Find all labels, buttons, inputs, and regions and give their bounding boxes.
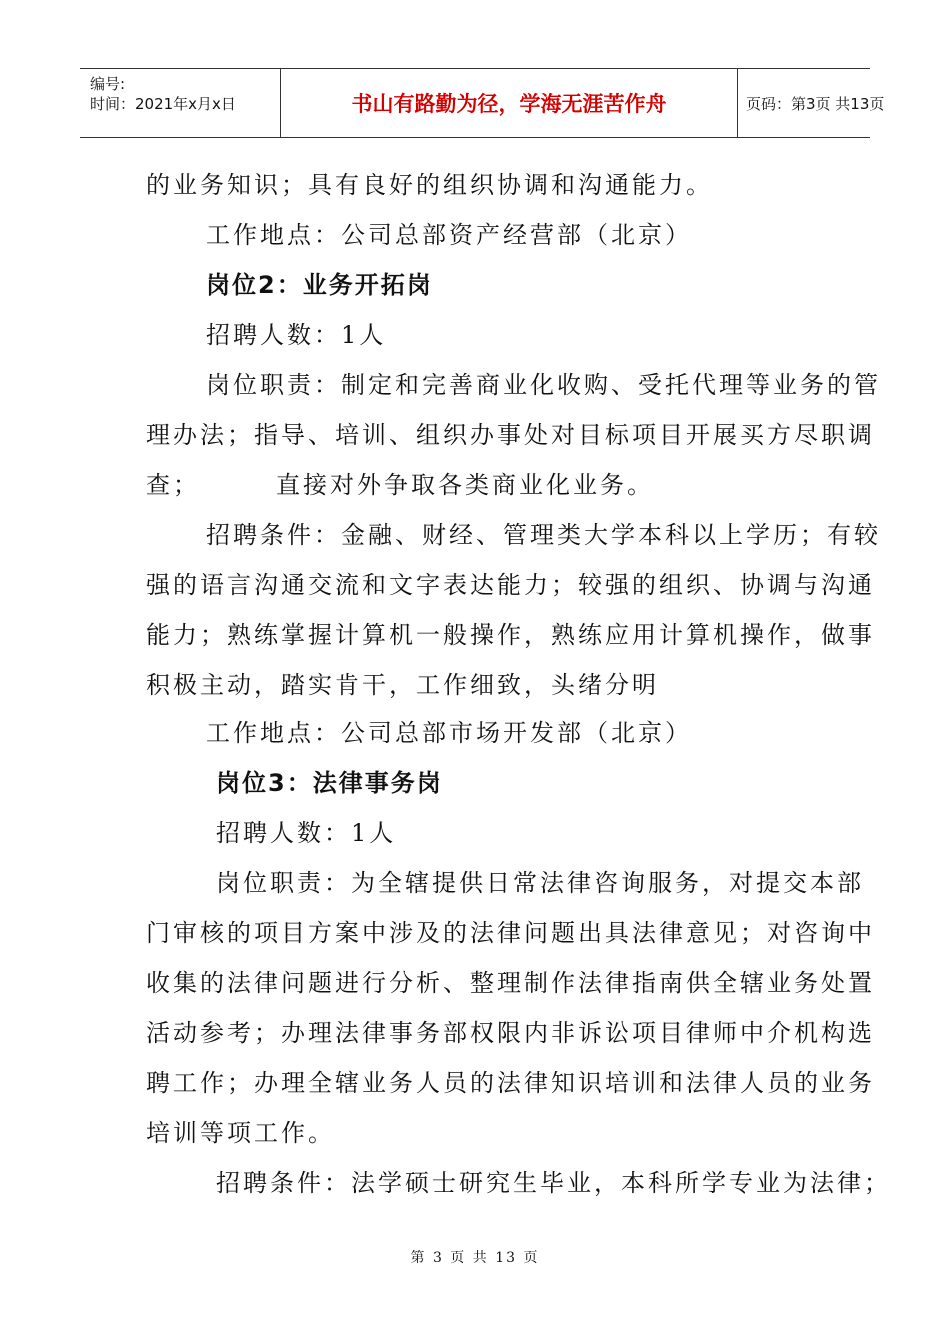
body-line: 工作地点：公司总部市场开发部（北京） xyxy=(206,719,692,747)
header-motto: 书山有路勤为径，学海无涯苦作舟 xyxy=(351,92,667,116)
body-line: 培训等项工作。 xyxy=(146,1119,335,1147)
body-line: 强的语言沟通交流和文字表达能力；较强的组织、协调与沟通 xyxy=(146,571,875,599)
body-line: 招聘人数：1人 xyxy=(216,819,397,847)
body-line: 招聘条件：法学硕士研究生毕业，本科所学专业为法律； xyxy=(216,1169,891,1197)
body-line: 能力；熟练掌握计算机一般操作，熟练应用计算机操作，做事 xyxy=(146,621,875,649)
page-footer: 第 3 页 共 13 页 xyxy=(410,1250,540,1266)
body-line: 招聘条件：金融、财经、管理类大学本科以上学历；有较 xyxy=(206,521,881,549)
body-line: 直接对外争取各类商业化业务。 xyxy=(276,471,654,499)
body-line: 积极主动，踏实肯干，工作细致，头绪分明 xyxy=(146,671,659,699)
body-line: 聘工作；办理全辖业务人员的法律知识培训和法律人员的业务 xyxy=(146,1069,875,1097)
section-heading: 岗位2：业务开拓岗 xyxy=(206,271,433,299)
section-heading: 岗位3：法律事务岗 xyxy=(216,769,443,797)
body-line: 活动参考；办理法律事务部权限内非诉讼项目律师中介机构选 xyxy=(146,1019,875,1047)
header-left-cell xyxy=(80,69,280,137)
header-motto-cell xyxy=(280,69,738,137)
header-page-label: 页码：第3页 共13页 xyxy=(746,94,885,113)
body-line: 岗位职责：为全辖提供日常法律咨询服务，对提交本部 xyxy=(216,869,864,897)
document-header xyxy=(80,68,885,138)
body-line: 的业务知识；具有良好的组织协调和沟通能力。 xyxy=(146,171,713,199)
body-line: 门审核的项目方案中涉及的法律问题出具法律意见；对咨询中 xyxy=(146,919,875,947)
body-line: 收集的法律问题进行分析、整理制作法律指南供全辖业务处置 xyxy=(146,969,875,997)
body-line: 招聘人数：1人 xyxy=(206,321,387,349)
body-line: 岗位职责：制定和完善商业化收购、受托代理等业务的管 xyxy=(206,371,881,399)
body-line: 工作地点：公司总部资产经营部（北京） xyxy=(206,221,692,249)
document-number-label: 编号: xyxy=(90,75,126,93)
body-line: 理办法；指导、培训、组织办事处对目标项目开展买方尽职调 xyxy=(146,421,875,449)
document-time-label: 时间：2021年x月x日 xyxy=(90,95,236,113)
body-line: 查； xyxy=(146,471,200,499)
header-page-cell xyxy=(738,69,885,137)
